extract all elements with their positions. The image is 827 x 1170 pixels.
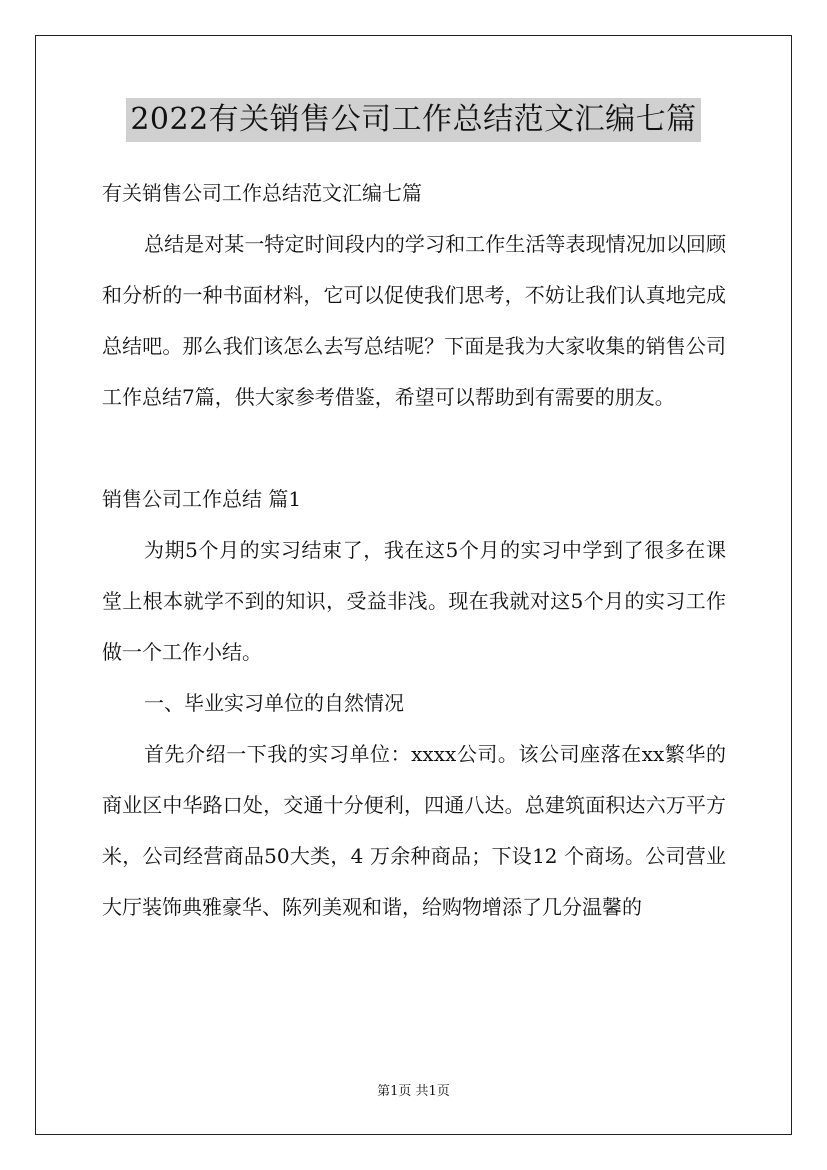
paragraph-2: 首先介绍一下我的实习单位：xxxx公司。该公司座落在xx繁华的商业区中华路口处，交通十分便利，四通八达。总建筑面积达六万平方米，公司经营商品50大类，4 万余种商品；下设12 个商场。公司营业大厅装饰典雅豪华、陈列美观和谐，给购物增添了几分温馨的 — [102, 742, 726, 919]
page-footer: 第1页 共1页 — [377, 1084, 450, 1099]
subheading-1: 一、毕业实习单位的自然情况 — [144, 691, 404, 715]
document-title: 2022有关销售公司工作总结范文汇编七篇 — [126, 98, 700, 142]
intro-paragraph: 总结是对某一特定时间段内的学习和工作生活等表现情况加以回顾和分析的一种书面材料，它可以促使我们思考，不妨让我们认真地完成总结吧。那么我们该怎么去写总结呢？下面是我为大家收集的销售公司工作总结7篇，供大家参考借鉴，希望可以帮助到有需要的朋友。 — [102, 232, 726, 409]
document-title-wrap — [0, 98, 827, 144]
document-body — [102, 168, 726, 933]
paragraph-1: 为期5个月的实习结束了，我在这5个月的实习中学到了很多在课堂上根本就学不到的知识，受益非浅。现在我就对这5个月的实习工作做一个工作小结。 — [102, 538, 726, 664]
paragraph-gap — [102, 423, 726, 474]
section-heading: 销售公司工作总结 篇1 — [102, 487, 302, 511]
subtitle: 有关销售公司工作总结范文汇编七篇 — [102, 181, 422, 205]
